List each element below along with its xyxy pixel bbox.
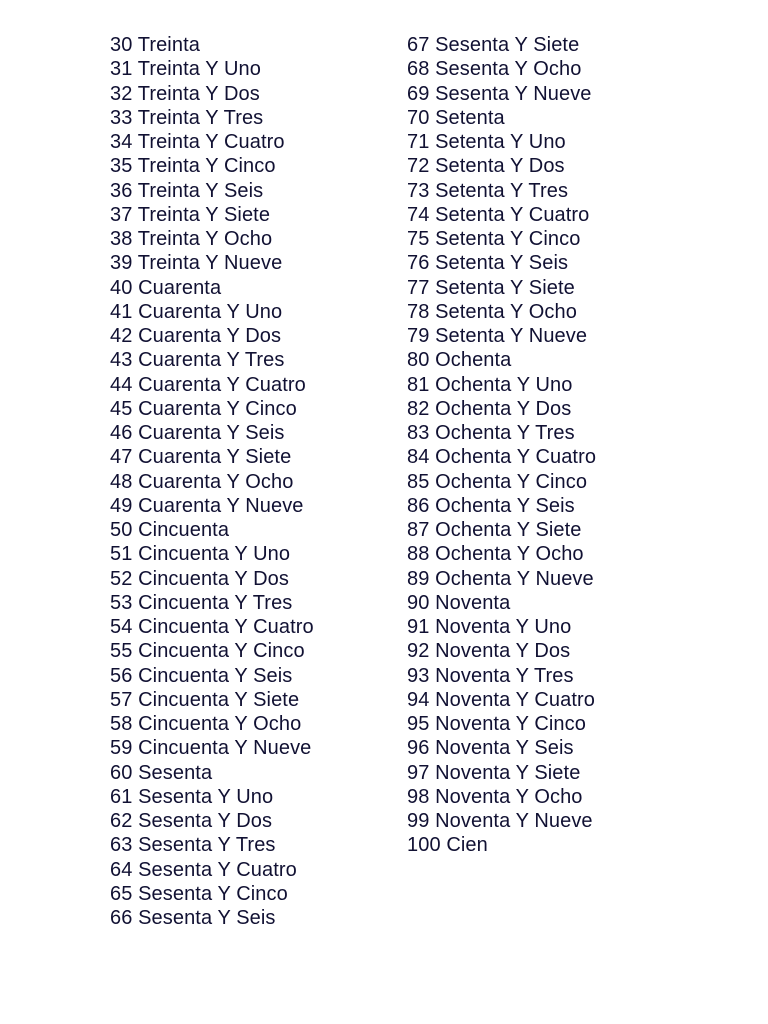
number-word-line: 99 Noventa Y Nueve bbox=[407, 810, 593, 832]
number-word-line: 93 Noventa Y Tres bbox=[407, 664, 574, 687]
number-word-line: 66 Sesenta Y Seis bbox=[110, 907, 276, 929]
number-word-line: 43 Cuarenta Y Tres bbox=[110, 349, 285, 372]
number-word-line: 45 Cuarenta Y Cinco bbox=[110, 397, 297, 420]
number-word-line: 57 Cincuenta Y Siete bbox=[110, 688, 300, 711]
number-word-line: 92 Noventa Y Dos bbox=[407, 640, 571, 663]
number-word-line: 50 Cincuenta bbox=[110, 519, 230, 541]
number-word-line: 71 Setenta Y Uno bbox=[407, 131, 566, 153]
number-word-line: 73 Setenta Y Tres bbox=[407, 179, 569, 202]
number-word-line: 75 Setenta Y Cinco bbox=[407, 228, 581, 250]
number-word-line: 35 Treinta Y Cinco bbox=[110, 155, 276, 178]
number-word-line: 90 Noventa bbox=[407, 591, 511, 614]
number-list-right-column bbox=[407, 33, 596, 858]
number-word-line: 77 Setenta Y Siete bbox=[407, 276, 575, 299]
number-word-line: 87 Ochenta Y Siete bbox=[407, 519, 582, 541]
number-word-line: 61 Sesenta Y Uno bbox=[110, 785, 274, 808]
number-word-line: 67 Sesenta Y Siete bbox=[407, 34, 580, 56]
number-word-line: 31 Treinta Y Uno bbox=[110, 58, 261, 81]
number-word-line: 80 Ochenta bbox=[407, 349, 512, 372]
number-word-line: 55 Cincuenta Y Cinco bbox=[110, 640, 305, 663]
number-word-line: 41 Cuarenta Y Uno bbox=[110, 300, 283, 323]
number-word-line: 54 Cincuenta Y Cuatro bbox=[110, 616, 314, 638]
number-word-line: 83 Ochenta Y Tres bbox=[407, 422, 575, 444]
number-word-line: 37 Treinta Y Siete bbox=[110, 203, 271, 226]
number-word-line: 65 Sesenta Y Cinco bbox=[110, 882, 288, 905]
number-word-line: 95 Noventa Y Cinco bbox=[407, 713, 586, 735]
number-word-line: 44 Cuarenta Y Cuatro bbox=[110, 373, 306, 396]
number-word-line: 69 Sesenta Y Nueve bbox=[407, 82, 592, 105]
number-word-line: 63 Sesenta Y Tres bbox=[110, 834, 276, 857]
number-word-line: 78 Setenta Y Ocho bbox=[407, 300, 577, 323]
number-word-line: 100 Cien bbox=[407, 834, 488, 857]
number-word-line: 62 Sesenta Y Dos bbox=[110, 810, 273, 832]
number-word-line: 86 Ochenta Y Seis bbox=[407, 494, 575, 517]
number-word-line: 32 Treinta Y Dos bbox=[110, 82, 260, 105]
number-word-line: 74 Setenta Y Cuatro bbox=[407, 203, 590, 226]
number-word-line: 36 Treinta Y Seis bbox=[110, 179, 264, 202]
number-word-line: 85 Ochenta Y Cinco bbox=[407, 470, 588, 493]
number-word-line: 40 Cuarenta bbox=[110, 276, 222, 299]
number-word-line: 30 Treinta bbox=[110, 34, 200, 56]
number-word-line: 59 Cincuenta Y Nueve bbox=[110, 737, 312, 760]
number-word-line: 72 Setenta Y Dos bbox=[407, 155, 565, 178]
number-word-line: 51 Cincuenta Y Uno bbox=[110, 543, 291, 566]
number-word-line: 46 Cuarenta Y Seis bbox=[110, 422, 285, 444]
number-word-line: 47 Cuarenta Y Siete bbox=[110, 446, 292, 469]
number-list-left-column bbox=[110, 33, 314, 930]
number-word-line: 89 Ochenta Y Nueve bbox=[407, 567, 594, 590]
number-word-line: 96 Noventa Y Seis bbox=[407, 737, 574, 760]
number-word-line: 39 Treinta Y Nueve bbox=[110, 252, 283, 275]
number-word-line: 53 Cincuenta Y Tres bbox=[110, 591, 293, 614]
number-word-line: 98 Noventa Y Ocho bbox=[407, 785, 583, 808]
number-word-line: 84 Ochenta Y Cuatro bbox=[407, 446, 597, 469]
number-word-line: 82 Ochenta Y Dos bbox=[407, 397, 572, 420]
number-word-line: 97 Noventa Y Siete bbox=[407, 761, 581, 784]
number-word-line: 38 Treinta Y Ocho bbox=[110, 228, 273, 250]
number-word-line: 76 Setenta Y Seis bbox=[407, 252, 569, 275]
number-word-line: 91 Noventa Y Uno bbox=[407, 616, 572, 638]
number-word-line: 42 Cuarenta Y Dos bbox=[110, 325, 282, 347]
number-word-line: 56 Cincuenta Y Seis bbox=[110, 664, 293, 687]
number-word-line: 58 Cincuenta Y Ocho bbox=[110, 713, 302, 735]
number-word-line: 88 Ochenta Y Ocho bbox=[407, 543, 584, 566]
number-word-line: 81 Ochenta Y Uno bbox=[407, 373, 573, 396]
number-word-line: 48 Cuarenta Y Ocho bbox=[110, 470, 294, 493]
number-word-line: 79 Setenta Y Nueve bbox=[407, 325, 588, 347]
number-word-line: 52 Cincuenta Y Dos bbox=[110, 567, 289, 590]
number-word-line: 94 Noventa Y Cuatro bbox=[407, 688, 595, 711]
number-word-line: 49 Cuarenta Y Nueve bbox=[110, 494, 304, 517]
number-word-line: 60 Sesenta bbox=[110, 761, 213, 784]
number-word-line: 68 Sesenta Y Ocho bbox=[407, 58, 582, 81]
number-word-line: 33 Treinta Y Tres bbox=[110, 106, 264, 129]
number-word-line: 64 Sesenta Y Cuatro bbox=[110, 858, 297, 881]
number-word-line: 70 Setenta bbox=[407, 106, 505, 129]
number-word-line: 34 Treinta Y Cuatro bbox=[110, 131, 285, 153]
